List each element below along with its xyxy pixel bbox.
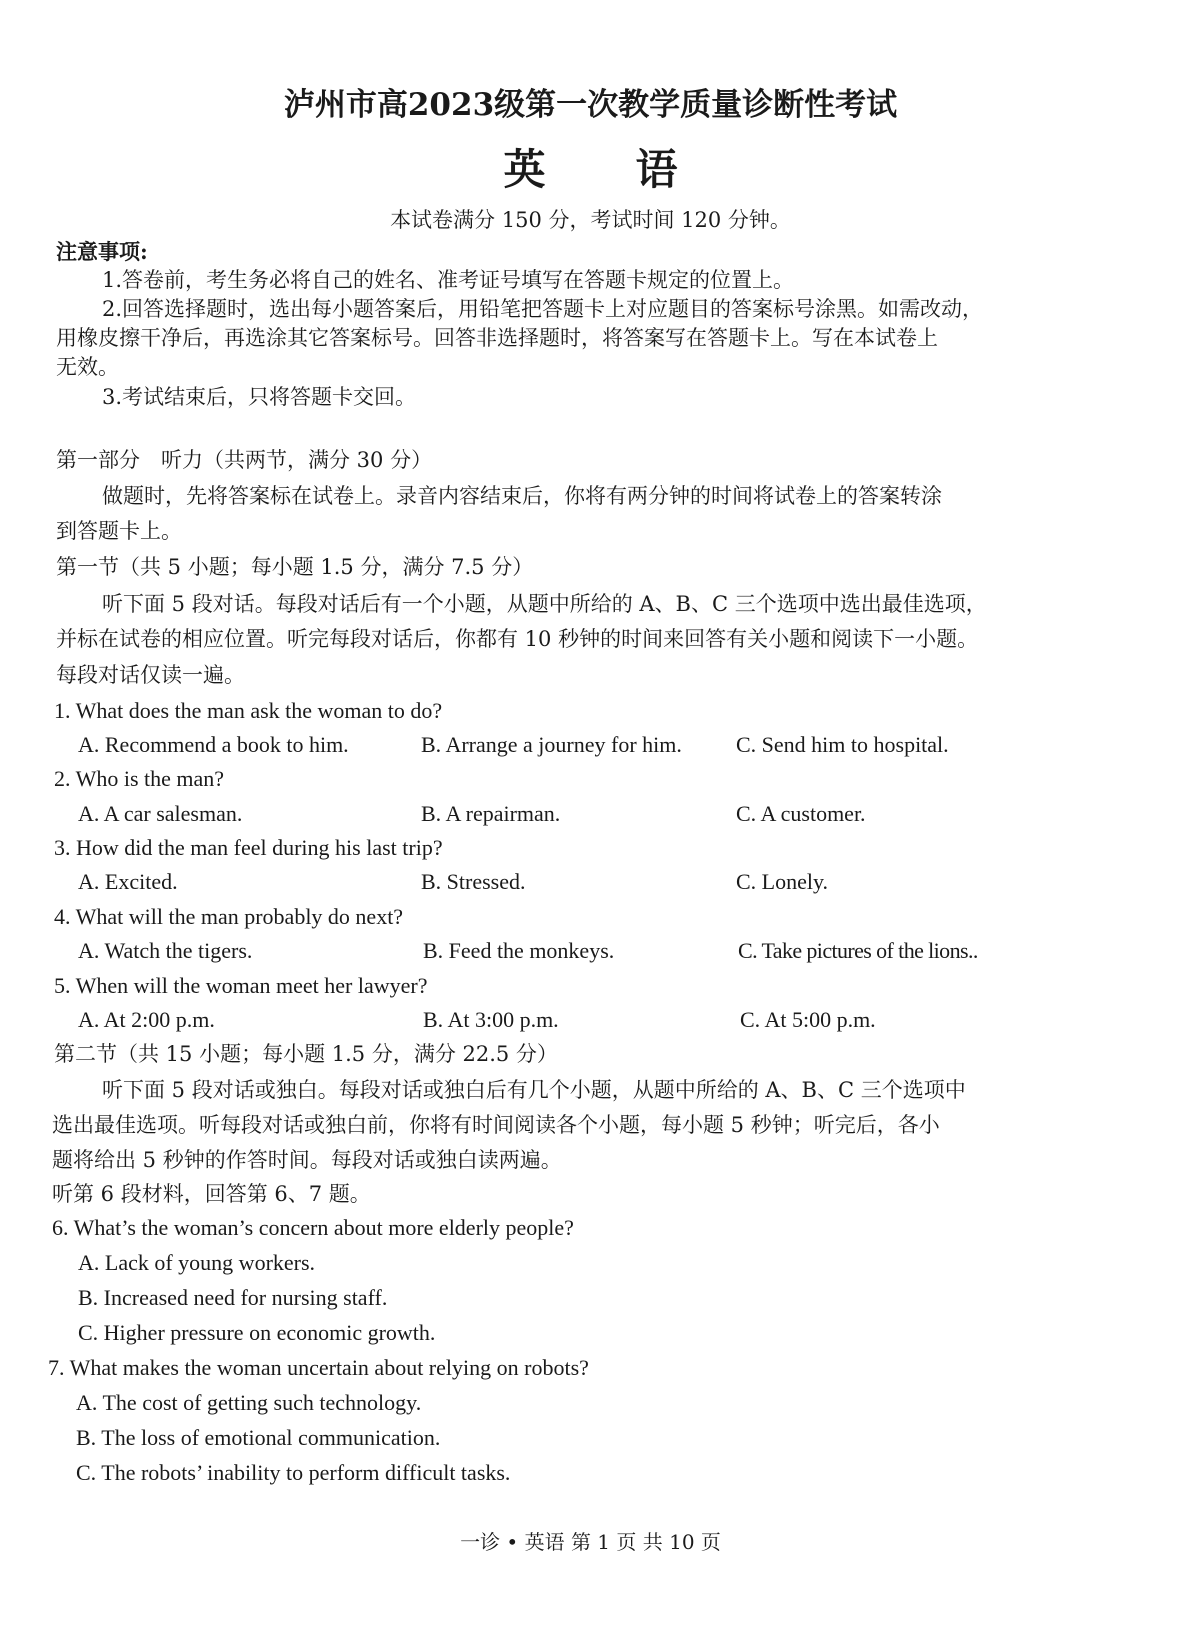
option-c: C. A customer. — [736, 801, 866, 826]
exam-info: 本试卷满分 150 分，考试时间 120 分钟。 — [390, 208, 791, 232]
note-line: 无效。 — [56, 355, 119, 379]
subject-title: 英语 — [503, 145, 768, 194]
option-b: B. The loss of emotional communication. — [76, 1425, 441, 1450]
part1-intro: 到答题卡上。 — [56, 519, 182, 543]
option-c: C. Take pictures of the lions.. — [738, 938, 978, 963]
section2-intro: 听下面 5 段对话或独白。每段对话或独白后有几个小题，从题中所给的 A、B、C 三个选项中 — [102, 1078, 966, 1102]
part1-heading: 第一部分 听力（共两节，满分 30 分） — [56, 448, 433, 472]
option-b: B. At 3:00 p.m. — [423, 1007, 559, 1032]
section1-intro: 并标在试卷的相应位置。听完每段对话后，你都有 10 秒钟的时间来回答有关小题和阅读下一小题。 — [56, 627, 979, 651]
option-c: C. Lonely. — [736, 869, 829, 894]
exam-title: 泸州市高2023级第一次教学质量诊断性考试 — [283, 87, 898, 123]
section2-intro: 题将给出 5 秒钟的作答时间。每段对话或独白读两遍。 — [52, 1148, 562, 1172]
note-line: 2.回答选择题时，选出每小题答案后，用铅笔把答题卡上对应题目的答案标号涂黑。如需改动， — [102, 297, 984, 321]
question: 3. How did the man feel during his last trip? — [54, 835, 443, 860]
note-line: 3.考试结束后，只将答题卡交回。 — [102, 385, 417, 409]
question: 5. When will the woman meet her lawyer? — [54, 973, 428, 998]
option-a: A. A car salesman. — [78, 801, 243, 826]
section1-intro: 听下面 5 段对话。每段对话后有一个小题，从题中所给的 A、B、C 三个选项中选出最佳选项， — [102, 592, 987, 616]
section1-heading: 第一节（共 5 小题；每小题 1.5 分，满分 7.5 分） — [56, 555, 534, 579]
option-b: B. Feed the monkeys. — [423, 938, 615, 963]
option-a: A. The cost of getting such technology. — [76, 1390, 422, 1415]
notes-heading: 注意事项: — [56, 239, 148, 264]
option-c: C. The robots’ inability to perform difficult tasks. — [76, 1460, 511, 1485]
material-instruction: 听第 6 段材料，回答第 6、7 题。 — [52, 1182, 371, 1206]
option-b: B. Arrange a journey for him. — [421, 732, 682, 757]
option-c: C. Higher pressure on economic growth. — [78, 1320, 436, 1345]
option-b: B. Increased need for nursing staff. — [78, 1285, 388, 1310]
option-a: A. Lack of young workers. — [78, 1250, 316, 1275]
question: 7. What makes the woman uncertain about relying on robots? — [48, 1355, 589, 1380]
option-b: B. Stressed. — [421, 869, 526, 894]
option-c: C. Send him to hospital. — [736, 732, 949, 757]
note-line: 用橡皮擦干净后，再选涂其它答案标号。回答非选择题时，将答案写在答题卡上。写在本试卷上 — [56, 326, 938, 350]
question: 4. What will the man probably do next? — [54, 904, 404, 929]
page-footer: 一诊 • 英语 第 1 页 共 10 页 — [460, 1530, 721, 1554]
question: 2. Who is the man? — [54, 766, 225, 791]
note-line: 1.答卷前，考生务必将自己的姓名、准考证号填写在答题卡规定的位置上。 — [102, 268, 795, 292]
option-a: A. Excited. — [78, 869, 178, 894]
option-c: C. At 5:00 p.m. — [740, 1007, 876, 1032]
option-a: A. At 2:00 p.m. — [78, 1007, 215, 1032]
option-a: A. Watch the tigers. — [78, 938, 253, 963]
section2-heading: 第二节（共 15 小题；每小题 1.5 分，满分 22.5 分） — [54, 1042, 558, 1066]
section1-intro: 每段对话仅读一遍。 — [56, 663, 245, 687]
part1-intro: 做题时，先将答案标在试卷上。录音内容结束后，你将有两分钟的时间将试卷上的答案转涂 — [102, 484, 942, 508]
option-a: A. Recommend a book to him. — [78, 732, 349, 757]
option-b: B. A repairman. — [421, 801, 561, 826]
section2-intro: 选出最佳选项。听每段对话或独白前，你将有时间阅读各个小题，每小题 5 秒钟；听完后，各小 — [52, 1113, 940, 1137]
question: 1. What does the man ask the woman to do? — [54, 698, 443, 723]
question: 6. What’s the woman’s concern about more elderly people? — [52, 1215, 574, 1240]
